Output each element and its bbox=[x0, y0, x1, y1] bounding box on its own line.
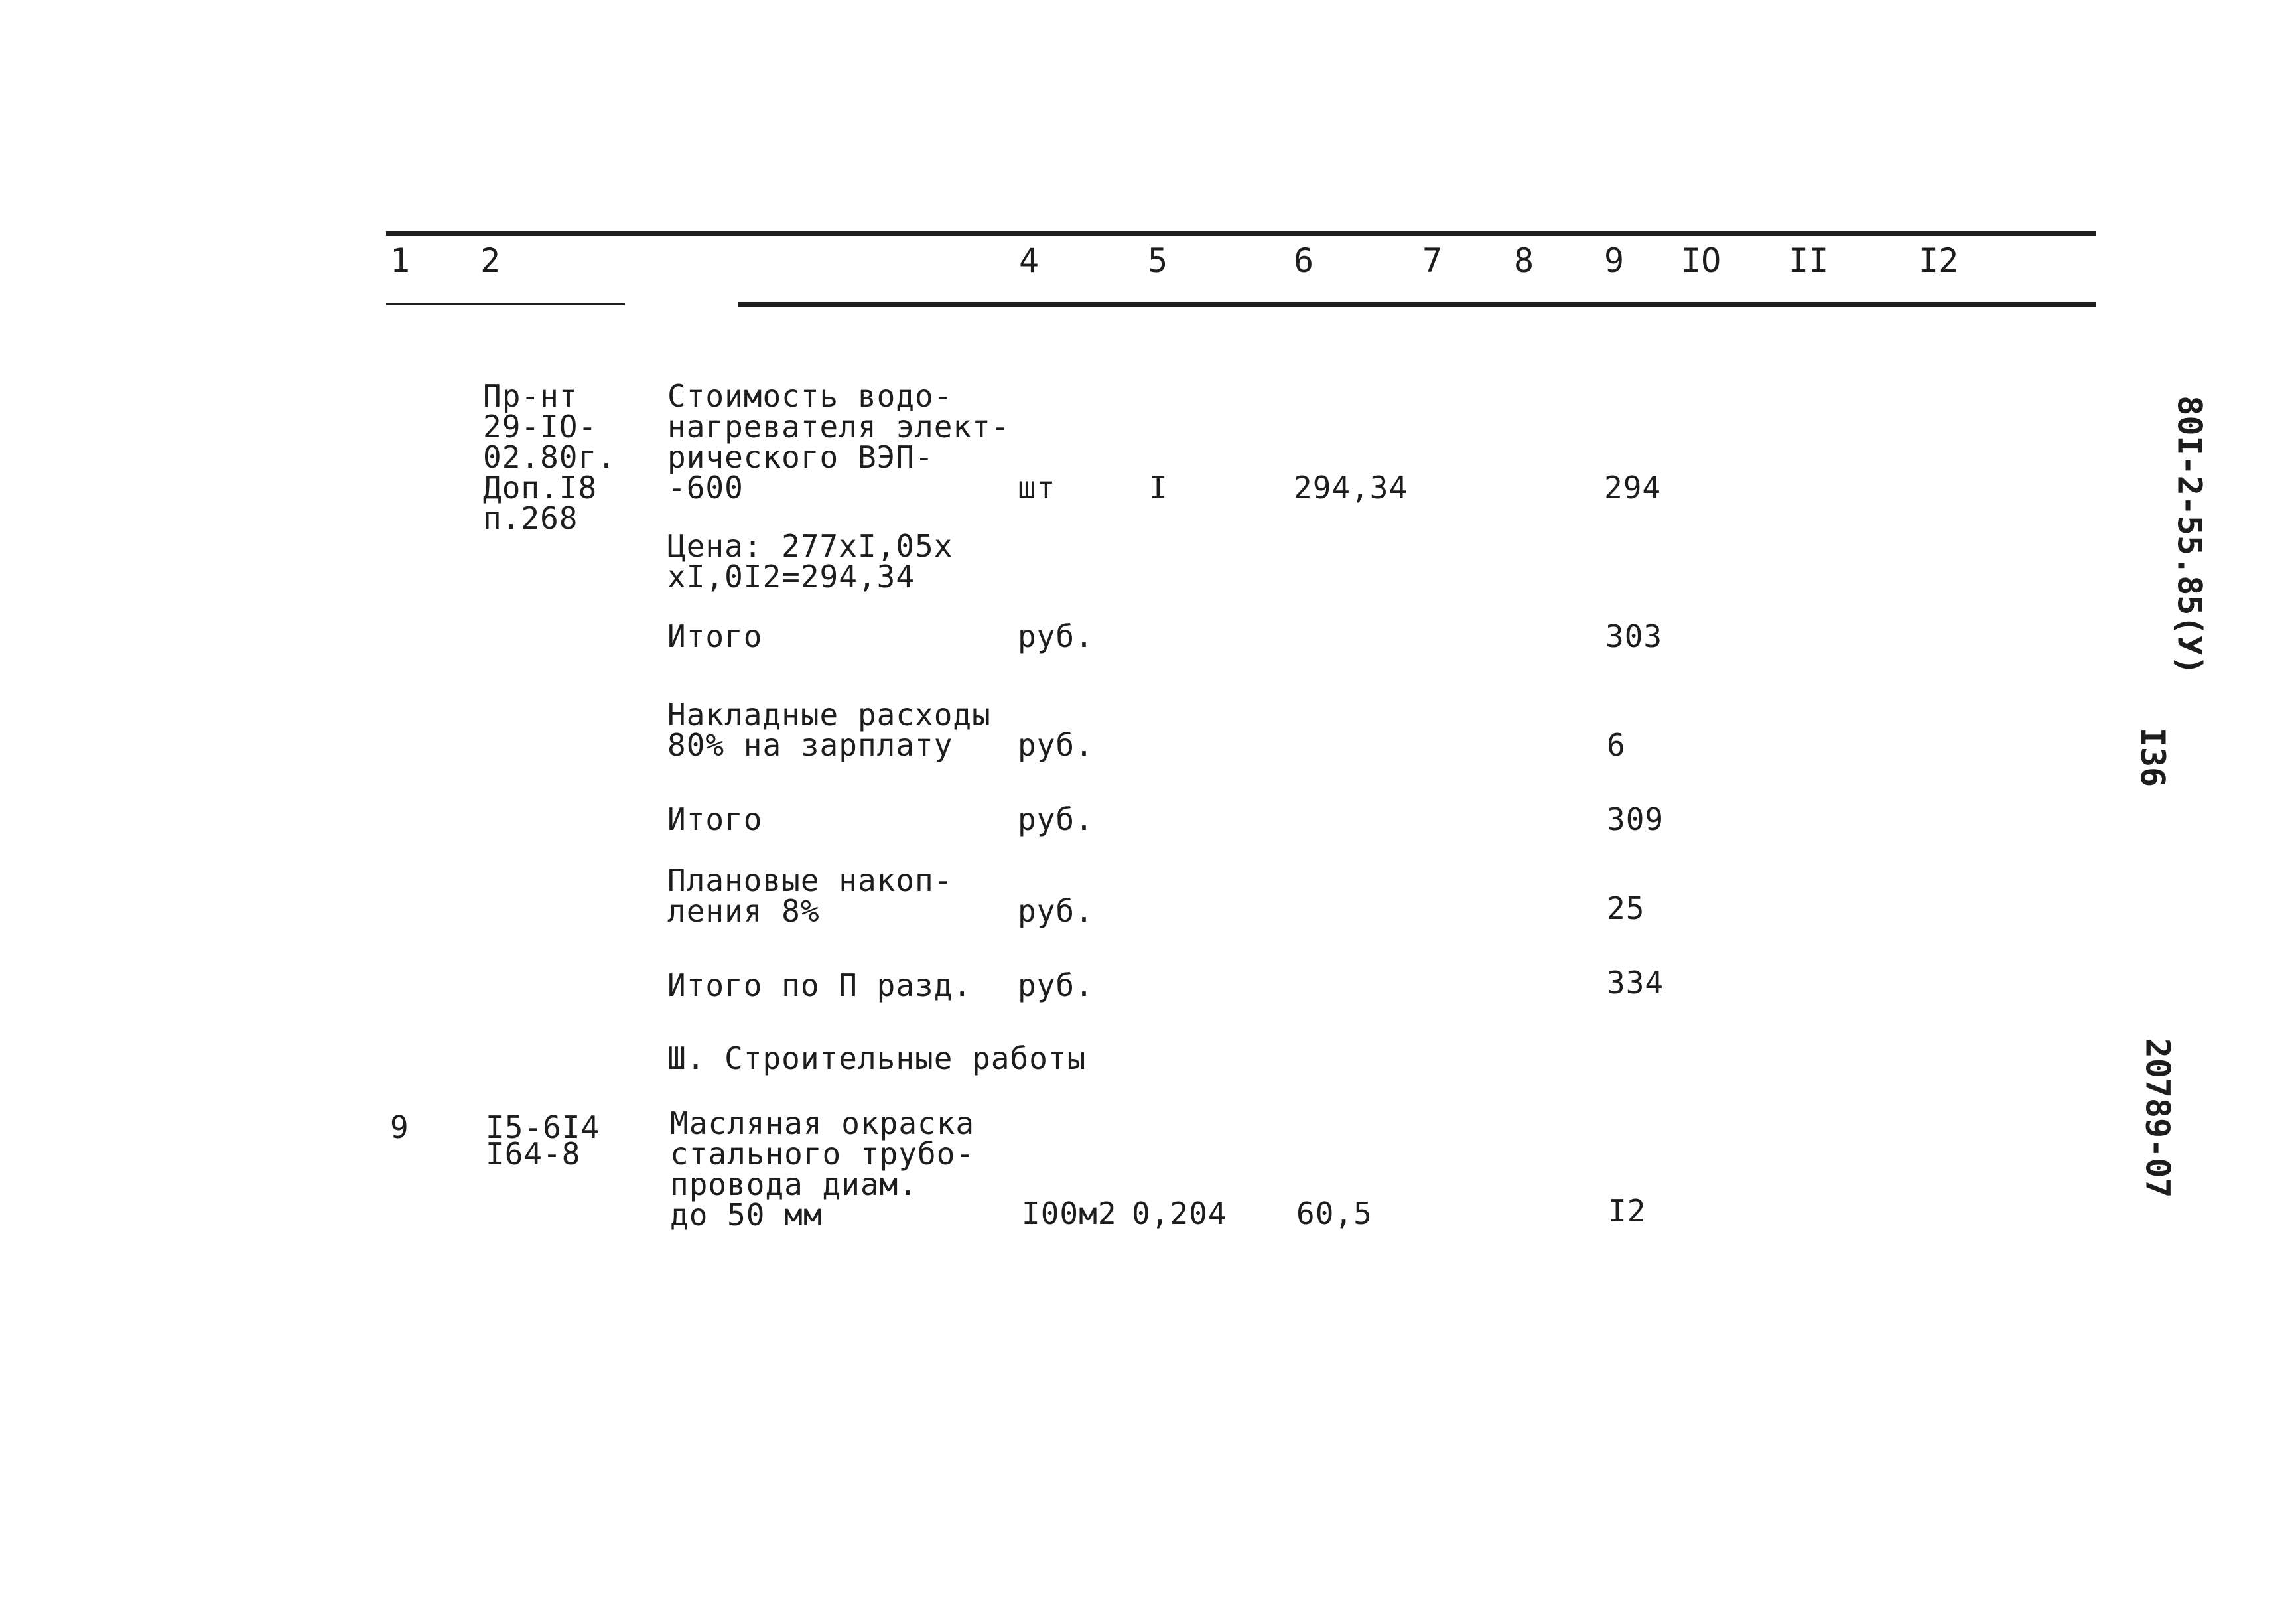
reference-line: 02.80г. bbox=[483, 439, 616, 475]
total-cell: 294 bbox=[1604, 470, 1662, 506]
column-header-10: IO bbox=[1681, 242, 1722, 280]
column-header-2: 2 bbox=[480, 242, 501, 280]
header-bottom-rule-right bbox=[738, 302, 2096, 307]
description-line: 80% на зарплату bbox=[667, 727, 953, 763]
reference-line: I5-6I4 bbox=[486, 1109, 600, 1145]
unit-cell: руб. bbox=[1018, 727, 1094, 763]
description-line: нагревателя элект- bbox=[667, 409, 1010, 445]
total-cell: I2 bbox=[1608, 1193, 1647, 1229]
column-header-9: 9 bbox=[1604, 242, 1625, 280]
total-cell: 303 bbox=[1605, 618, 1663, 654]
column-header-11: II bbox=[1789, 242, 1829, 280]
unit-cell: руб. bbox=[1018, 618, 1094, 654]
column-header-6: 6 bbox=[1294, 242, 1314, 280]
description-line: Масляная окраска bbox=[670, 1105, 975, 1141]
total-cell: 25 bbox=[1607, 890, 1645, 926]
total-cell: 6 bbox=[1607, 727, 1626, 763]
description-cell: Итого по П разд. bbox=[667, 967, 973, 1003]
column-header-5: 5 bbox=[1148, 242, 1168, 280]
price-note-line: Цена: 277хI,05х bbox=[667, 528, 953, 564]
description-line: Плановые накоп- bbox=[667, 863, 953, 898]
description-line: провода диам. bbox=[670, 1166, 918, 1202]
description-line: рического ВЭП- bbox=[667, 439, 934, 475]
column-header-8: 8 bbox=[1514, 242, 1534, 280]
description-line: -600 bbox=[667, 470, 744, 506]
unit-cell: руб. bbox=[1018, 967, 1094, 1003]
description-line: ления 8% bbox=[667, 893, 820, 929]
row-number: 9 bbox=[390, 1109, 409, 1145]
description-line: до 50 мм bbox=[670, 1197, 823, 1233]
column-header-4: 4 bbox=[1019, 242, 1040, 280]
unit-cell: I00м2 bbox=[1022, 1196, 1117, 1231]
document-code: 80I-2-55.85(У) bbox=[2170, 395, 2209, 675]
description-line: Стоимость водо- bbox=[667, 378, 953, 414]
total-cell: 309 bbox=[1607, 801, 1664, 837]
description-cell: Итого bbox=[667, 618, 763, 654]
unit-cell: шт bbox=[1018, 470, 1056, 506]
description-cell: Итого bbox=[667, 801, 763, 837]
reference-line: п.268 bbox=[483, 500, 578, 536]
quantity-cell: 0,204 bbox=[1132, 1196, 1227, 1231]
reference-line: I64-8 bbox=[486, 1136, 581, 1172]
total-cell: 334 bbox=[1607, 965, 1664, 1001]
description-line: Накладные расходы bbox=[667, 697, 991, 732]
page-number: I36 bbox=[2133, 727, 2173, 788]
unit-cell: руб. bbox=[1018, 801, 1094, 837]
reference-line: 29-IO- bbox=[483, 409, 598, 445]
unit-price-cell: 60,5 bbox=[1296, 1196, 1373, 1231]
header-bottom-rule-left bbox=[386, 303, 625, 305]
reference-line: Доп.I8 bbox=[483, 470, 598, 506]
description-line: стального трубо- bbox=[670, 1136, 975, 1172]
header-top-rule bbox=[386, 231, 2096, 236]
quantity-cell: I bbox=[1149, 470, 1168, 506]
column-header-12: I2 bbox=[1919, 242, 1959, 280]
column-header-1: 1 bbox=[390, 242, 411, 280]
archive-code: 20789-07 bbox=[2138, 1038, 2177, 1198]
column-header-7: 7 bbox=[1422, 242, 1443, 280]
section-heading: Ш. Строительные работы bbox=[667, 1040, 1087, 1076]
unit-cell: руб. bbox=[1018, 893, 1094, 929]
unit-price-cell: 294,34 bbox=[1294, 470, 1408, 506]
reference-line: Пр-нт bbox=[483, 378, 578, 414]
price-note-line: хI,0I2=294,34 bbox=[667, 559, 915, 594]
